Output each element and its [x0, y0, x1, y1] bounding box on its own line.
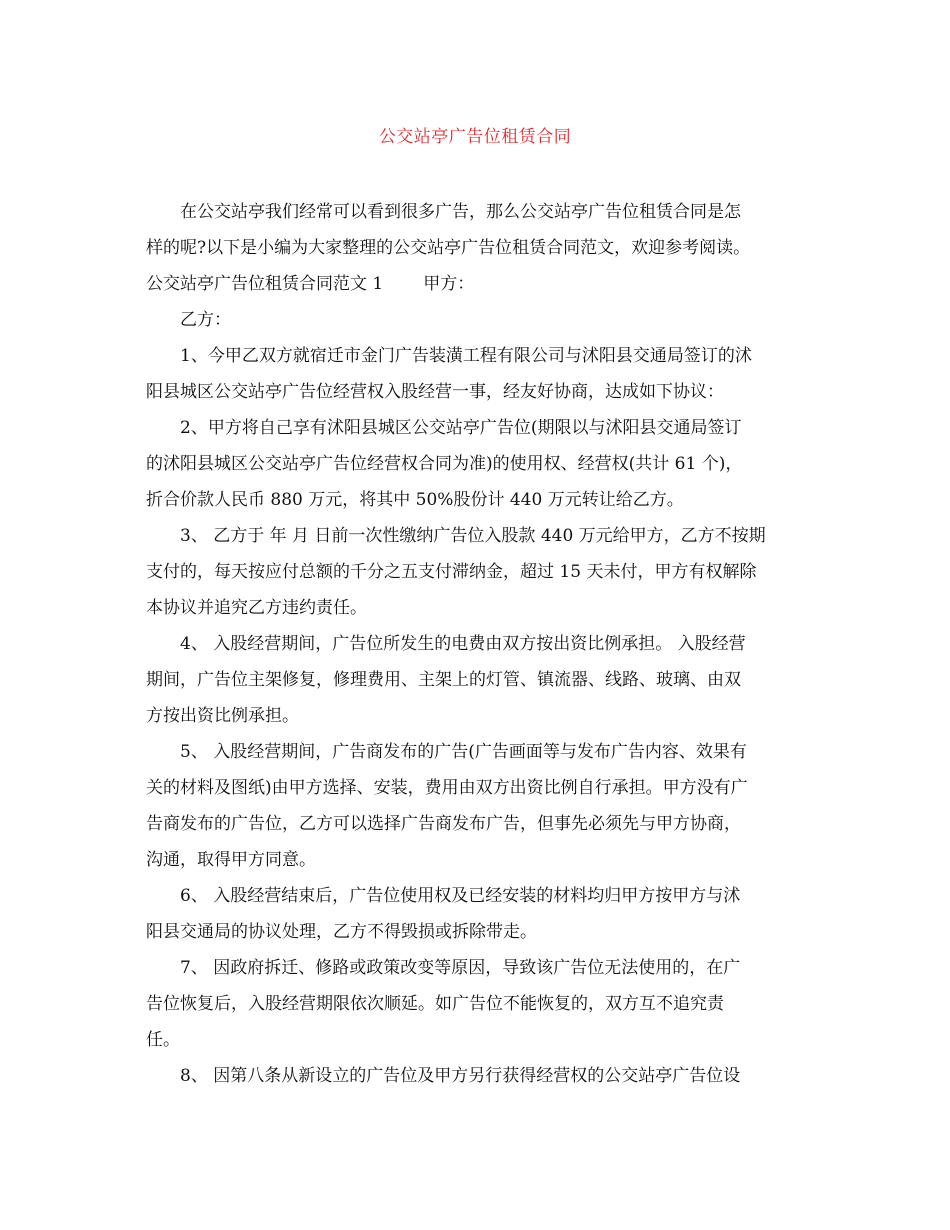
paragraph-line: 4、 入股经营期间，广告位所发生的电费由双方按出资比例承担。 入股经营: [180, 634, 746, 654]
heading-text: 公交站亭广告位租赁合同范文 1: [146, 274, 384, 294]
document-body: [146, 194, 806, 1094]
paragraph-line: 告商发布的广告位，乙方可以选择广告商发布广告，但事先必须先与甲方协商，: [146, 814, 741, 834]
paragraph-line: 样的呢?以下是小编为大家整理的公交站亭广告位租赁合同范文，欢迎参考阅读。: [146, 238, 751, 258]
paragraph-line: 本协议并追究乙方违约责任。: [146, 598, 367, 618]
paragraph-line: 在公交站亭我们经常可以看到很多广告，那么公交站亭广告位租赁合同是怎: [180, 202, 741, 222]
paragraph-line: 3、 乙方于 年 月 日前一次性缴纳广告位入股款 440 万元给甲方，乙方不按期: [180, 526, 766, 546]
paragraph-line: 期间，广告位主架修复，修理费用、主架上的灯管、镇流器、线路、玻璃、由双: [146, 670, 741, 690]
document-title: 公交站亭广告位租赁合同: [378, 127, 572, 147]
paragraph-line: 阳县交通局的协议处理，乙方不得毁损或拆除带走。: [146, 922, 537, 942]
paragraph-line: 的沭阳县城区公交站亭广告位经营权合同为准)的使用权、经营权(共计 61 个)，: [146, 454, 743, 474]
party-b-label: 乙方：: [180, 310, 231, 330]
paragraph-line: 5、 入股经营期间，广告商发布的广告(广告画面等与发布广告内容、效果有: [180, 742, 747, 762]
paragraph-line: 1、今甲乙双方就宿迁市金门广告装潢工程有限公司与沭阳县交通局签订的沭: [180, 346, 752, 366]
paragraph-line: 8、 因第八条从新设立的广告位及甲方另行获得经营权的公交站亭广告位设: [180, 1066, 741, 1086]
paragraph-line: 阳县城区公交站亭广告位经营权入股经营一事，经友好协商，达成如下协议：: [146, 382, 724, 402]
paragraph-line: 任。: [146, 1030, 180, 1050]
paragraph-line: 折合价款人民币 880 万元，将其中 50%股份计 440 万元转让给乙方。: [146, 490, 684, 510]
paragraph-line: 告位恢复后，入股经营期限依次顺延。如广告位不能恢复的，双方互不追究责: [146, 994, 724, 1014]
paragraph-line: 7、 因政府拆迁、修路或政策改变等原因，导致该广告位无法使用的，在广: [180, 958, 741, 978]
paragraph-line: 方按出资比例承担。: [146, 706, 299, 726]
party-a-label: 甲方：: [423, 274, 475, 294]
paragraph-line: 6、 入股经营结束后，广告位使用权及已经安装的材料均归甲方按甲方与沭: [180, 886, 741, 906]
paragraph-line: 沟通，取得甲方同意。: [146, 850, 316, 870]
paragraph-line-heading: [146, 266, 806, 302]
paragraph-line: 关的材料及图纸)由甲方选择、安装，费用由双方出资比例自行承担。甲方没有广: [146, 778, 748, 798]
paragraph-line: 支付的，每天按应付总额的千分之五支付滞纳金，超过 15 天未付，甲方有权解除: [146, 562, 757, 582]
paragraph-line: 2、甲方将自己享有沭阳县城区公交站亭广告位(期限以与沭阳县交通局签订: [180, 418, 742, 438]
